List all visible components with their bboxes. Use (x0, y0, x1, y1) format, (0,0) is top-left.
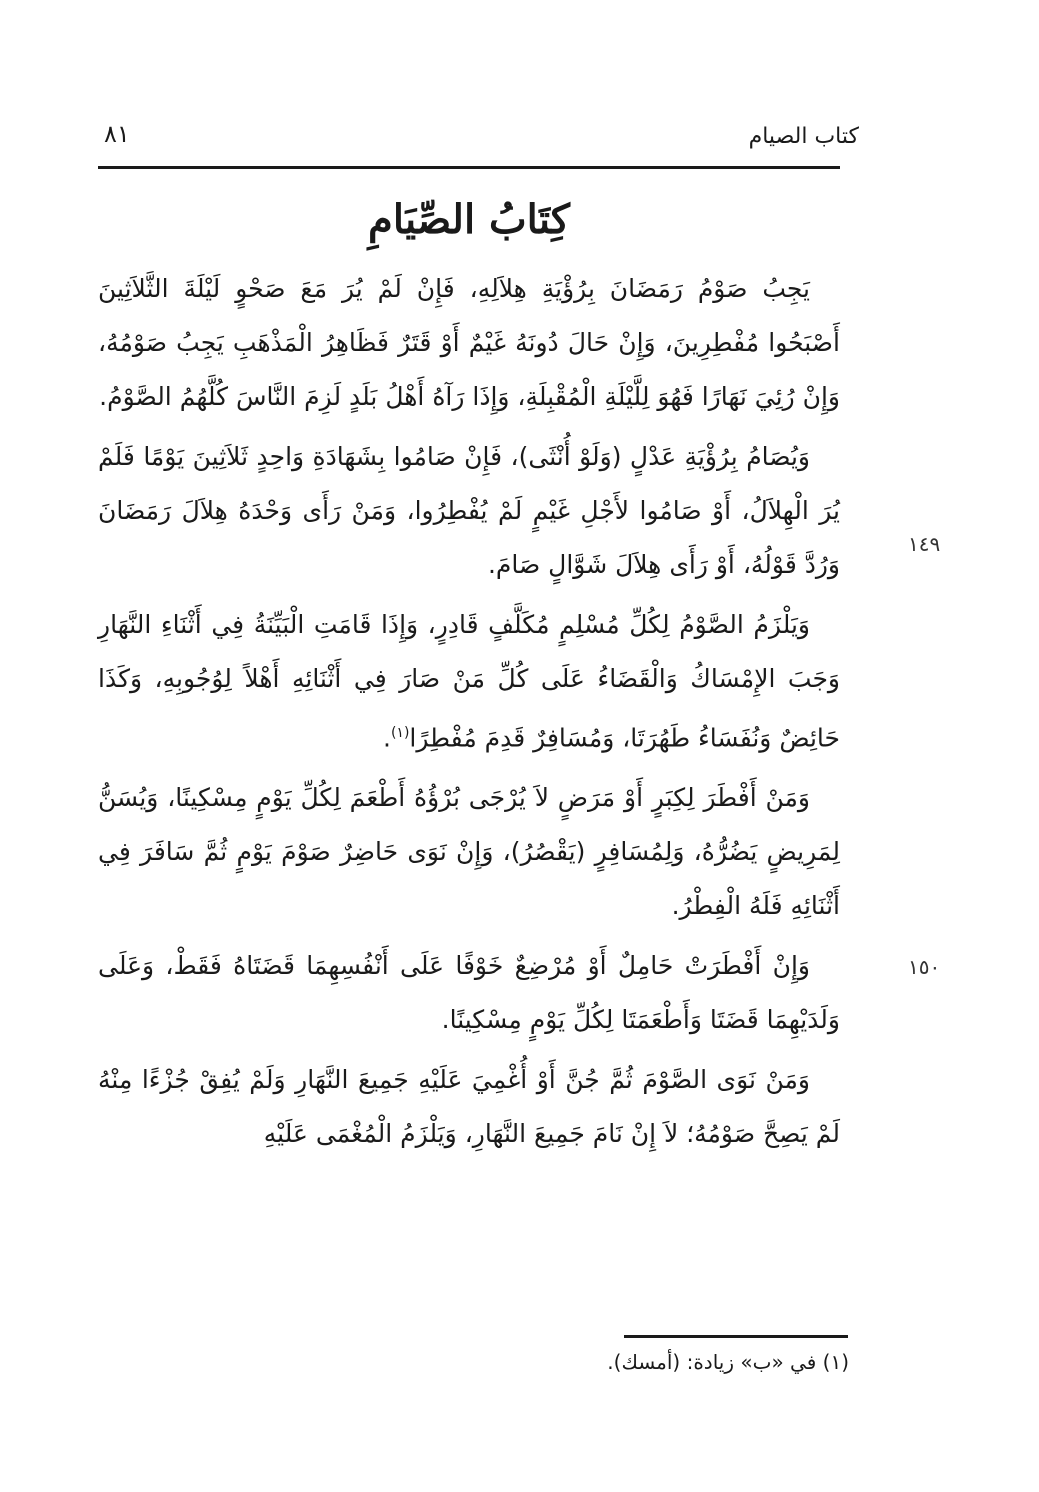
paragraph-4: وَمَنْ أَفْطَرَ لِكِبَرٍ أَوْ مَرَضٍ لاَ يُرْجَى بُرْؤُهُ أَطْعَمَ لِكُلِّ يَوْمٍ مِسْكِينًا، وَيُسَنُّ لِمَرِيضٍ يَضُرُّهُ، وَلِمُسَافِرٍ (يَقْصُرُ)، وَإِنْ نَوَى حَاضِرٌ صَوْمَ يَوْمٍ ثُمَّ سَافَرَ فِي أَثْنَائِهِ فَلَهُ الْفِطْرُ. (98, 783, 840, 921)
footnote: (١) في «ب» زيادة: (أمسك). (607, 1350, 849, 1374)
body-text (98, 262, 840, 1167)
header-rule (98, 166, 840, 169)
footnote-rule (624, 1335, 848, 1338)
paragraph-1: يَجِبُ صَوْمُ رَمَضَانَ بِرُؤْيَةِ هِلاَلِهِ، فَإِنْ لَمْ يُرَ مَعَ صَحْوٍ لَيْلَةَ الثَّلاَثِينَ أَصْبَحُوا مُفْطِرِينَ، وَإِنْ حَالَ دُونَهُ غَيْمٌ أَوْ قَتَرٌ فَظَاهِرُ الْمَذْهَبِ يَجِبُ صَوْمُهُ، وَإِنْ رُئِيَ نَهَارًا فَهُوَ لِلَّيْلَةِ الْمُقْبِلَةِ، وَإِذَا رَآهُ أَهْلُ بَلَدٍ لَزِمَ النَّاسَ كُلَّهُمُ الصَّوْمُ. (98, 274, 840, 411)
running-head-title: كتاب الصيام (748, 124, 859, 149)
paragraph-3 (98, 598, 840, 765)
chapter-title: كِتَابُ الصِّيَامِ (368, 196, 570, 243)
footnote-marker: (١) (390, 725, 410, 741)
paragraph-2: وَيُصَامُ بِرُؤْيَةِ عَدْلٍ (وَلَوْ أُنْثَى)، فَإِنْ صَامُوا بِشَهَادَةِ وَاحِدٍ ثَلاَثِينَ يَوْمًا فَلَمْ يُرَ الْهِلاَلُ، أَوْ صَامُوا لأَجْلِ غَيْمٍ لَمْ يُفْطِرُوا، وَمَنْ رَأَى وَحْدَهُ هِلاَلَ رَمَضَانَ وَرُدَّ قَوْلُهُ، أَوْ رَأَى هِلاَلَ شَوَّالٍ صَامَ. (98, 442, 840, 579)
paragraph-3-end: . (383, 723, 391, 753)
margin-number-149: ١٤٩ (908, 532, 941, 556)
paragraph-6: وَمَنْ نَوَى الصَّوْمَ ثُمَّ جُنَّ أَوْ أُغْمِيَ عَلَيْهِ جَمِيعَ النَّهَارِ وَلَمْ يُفِقْ جُزْءًا مِنْهُ لَمْ يَصِحَّ صَوْمُهُ؛ لاَ إِنْ نَامَ جَمِيعَ النَّهَارِ، وَيَلْزَمُ الْمُغْمَى عَلَيْهِ (98, 1065, 840, 1149)
paragraph-3-text: وَيَلْزَمُ الصَّوْمُ لِكُلِّ مُسْلِمٍ مُكَلَّفٍ قَادِرٍ، وَإِذَا قَامَتِ الْبَيِّنَةُ فِي أَثْنَاءِ النَّهَارِ وَجَبَ الإِمْسَاكُ وَالْقَضَاءُ عَلَى كُلِّ مَنْ صَارَ فِي أَثْنَائِهِ أَهْلاً لِوُجُوبِهِ، وَكَذَا حَائِضٌ وَنُفَسَاءُ طَهُرَتَا، وَمُسَافِرٌ قَدِمَ مُفْطِرًا (98, 610, 840, 753)
page-number: ٨١ (104, 120, 130, 148)
paragraph-5: وَإِنْ أَفْطَرَتْ حَامِلٌ أَوْ مُرْضِعٌ خَوْفًا عَلَى أَنْفُسِهِمَا قَضَتَاهُ فَقَطْ، وَعَلَى وَلَدَيْهِمَا قَضَتَا وَأَطْعَمَتَا لِكُلِّ يَوْمٍ مِسْكِينًا. (98, 951, 840, 1035)
margin-number-150: ١٥٠ (908, 955, 941, 979)
